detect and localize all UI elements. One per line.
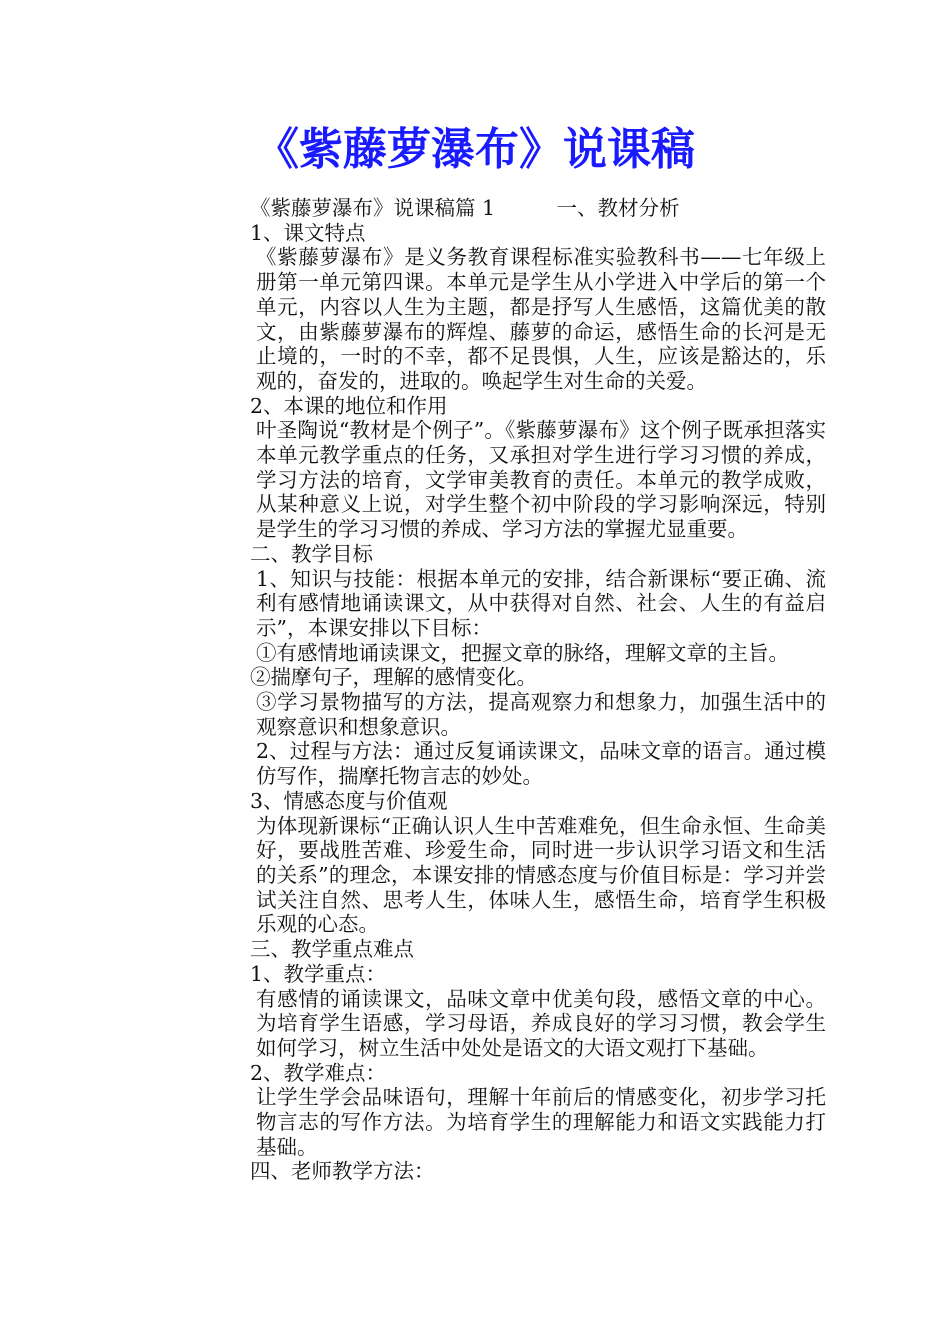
goal-item-3: ③学习景物描写的方法，提高观察力和想象力，加强生活中的观察意识和想象意识。 (256, 690, 826, 739)
intro-line: 《紫藤萝瀑布》说课稿篇 1 一、教材分析 (250, 196, 680, 220)
heading-emotion-values: 3、情感态度与价值观 (250, 788, 448, 813)
goal-item-2: ②揣摩句子，理解的感情变化。 (250, 665, 537, 690)
heading-status-role: 2、本课的地位和作用 (250, 393, 448, 418)
document-body (146, 196, 826, 1184)
paragraph-emotion-values: 为体现新课标“正确认识人生中苦难难免，但生命永恒、生命美好，要战胜苦难、珍爱生命，同时进一步认识学习语文和生活的关系”的理念，本课安排的情感态度与价值目标是：学习并尝试关注自然、思考人生，体味人生，感悟生命，培育学生积极乐观的心态。 (256, 813, 826, 937)
paragraph-text-features: 《紫藤萝瀑布》是义务教育课程标准实验教科书——七年级上册第一单元第四课。本单元是学生从小学进入中学后的第一个单元，内容以人生为主题，都是抒写人生感悟，这篇优美的散文，由紫藤萝瀑布的辉煌、藤萝的命运，感悟生命的长河是无止境的，一时的不幸，都不足畏惧，人生，应该是豁达的，乐观的，奋发的，进取的。唤起学生对生命的关爱。 (256, 245, 826, 393)
document-title: 《紫藤萝瀑布》说课稿 (255, 124, 695, 175)
heading-text-features: 1、课文特点 (250, 220, 366, 245)
heading-difficult-points: 2、教学难点： (250, 1060, 387, 1085)
goal-item-1: ①有感情地诵读课文，把握文章的脉络，理解文章的主旨。 (256, 640, 789, 665)
paragraph-process-method: 2、过程与方法：通过反复诵读课文，品味文章的语言。通过模仿写作，揣摩托物言志的妙处。 (256, 739, 826, 789)
paragraph-knowledge-skills: 1、知识与技能：根据本单元的安排，结合新课标“要正确、流利有感情地诵读课文，从中获得对自然、社会、人生的有益启示”，本课安排以下目标： (256, 566, 826, 640)
paragraph-key-points: 有感情的诵读课文，品味文章中优美句段，感悟文章的中心。为培育学生语感，学习母语，养成良好的学习习惯，教会学生如何学习，树立生活中处处是语文的大语文观打下基础。 (256, 986, 826, 1060)
paragraph-difficult-points: 让学生学会品味语句，理解十年前后的情感变化，初步学习托物言志的写作方法。为培育学生的理解能力和语文实践能力打基础。 (256, 1085, 826, 1159)
heading-key-points: 1、教学重点： (250, 961, 387, 986)
heading-teaching-methods: 四、老师教学方法： (250, 1159, 435, 1184)
heading-key-difficult-points: 三、教学重点难点 (250, 937, 414, 962)
heading-teaching-goals: 二、教学目标 (250, 541, 373, 566)
paragraph-status-role: 叶圣陶说“教材是个例子”。《紫藤萝瀑布》这个例子既承担落实本单元教学重点的任务，又承担对学生进行学习习惯的养成，学习方法的培育，文学审美教育的责任。本单元的教学成败，从某种意义上说，对学生整个初中阶段的学习影响深远，特别是学生的学习习惯的养成、学习方法的掌握尤显重要。 (256, 418, 826, 542)
